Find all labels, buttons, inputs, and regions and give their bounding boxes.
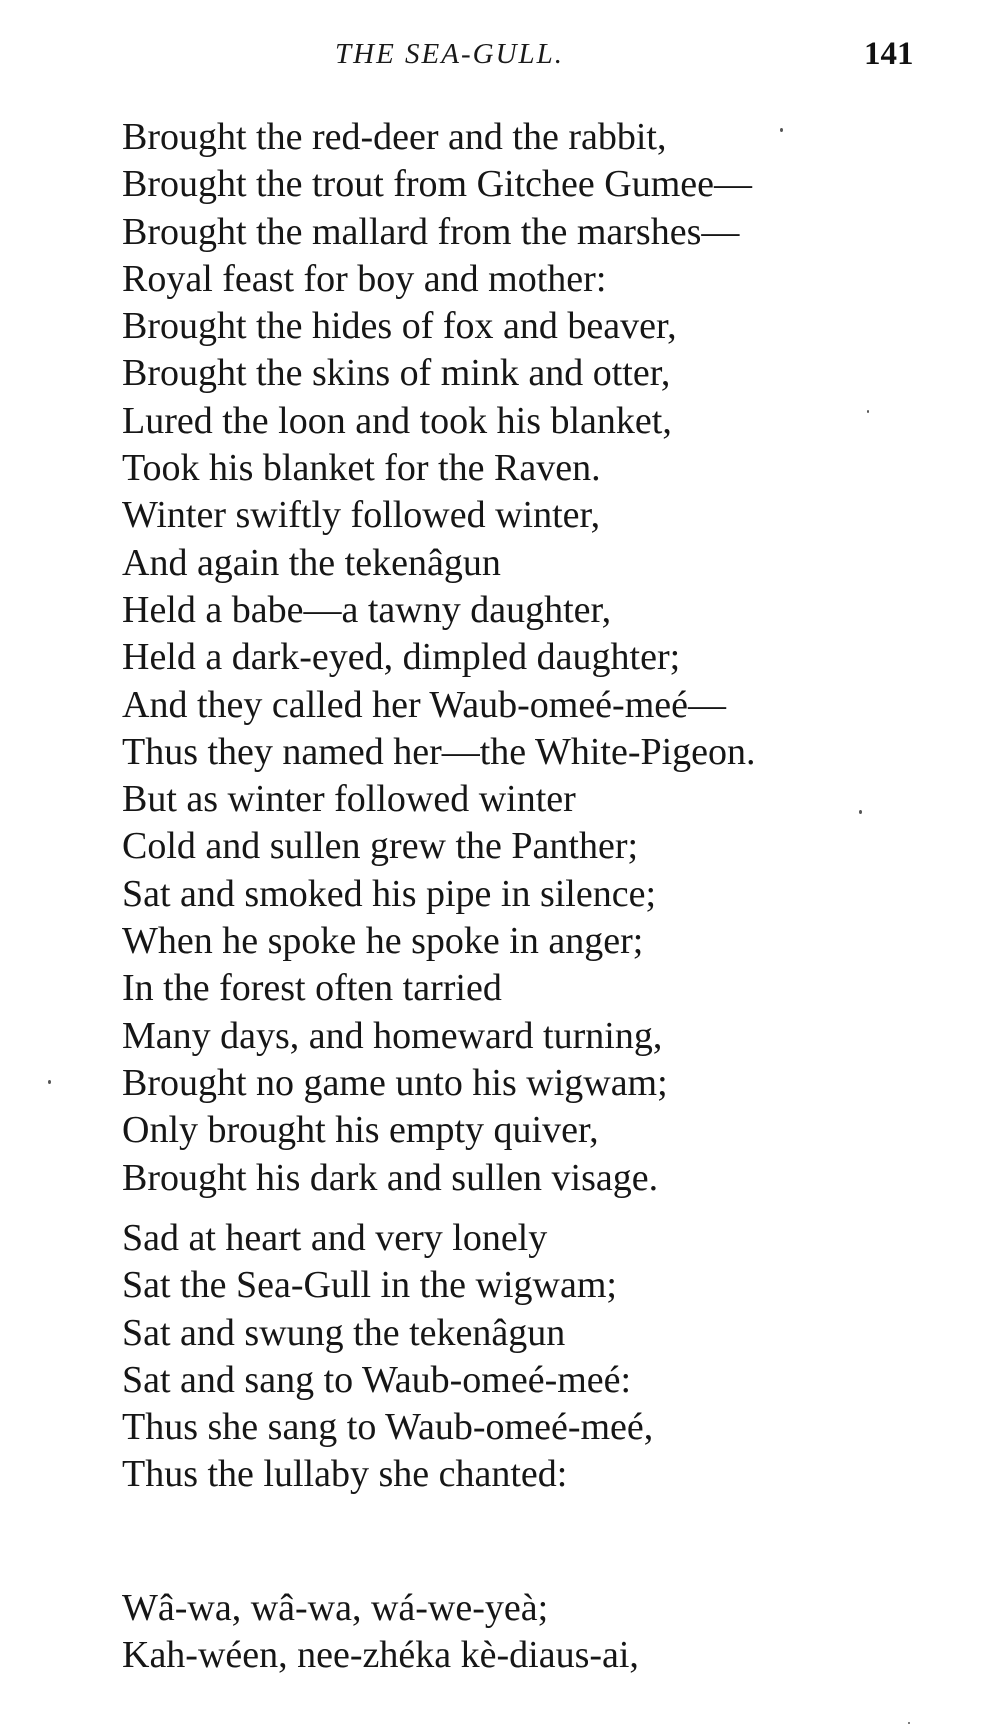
verse-line: Many days, and homeward turning, <box>122 1014 663 1057</box>
scan-speck <box>859 810 862 814</box>
verse-line: Cold and sullen grew the Panther; <box>122 825 639 868</box>
verse-line: Winter swiftly followed winter, <box>122 494 601 537</box>
verse-line: In the forest often tarried <box>122 967 502 1010</box>
verse-line: Brought the mallard from the marshes— <box>122 210 740 253</box>
verse-line: Brought the red-deer and the rabbit, <box>122 116 667 158</box>
verse-line: And they called her Waub-omeé-meé— <box>122 683 726 726</box>
verse-line: Brought the hides of fox and beaver, <box>122 305 677 348</box>
verse-line: When he spoke he spoke in anger; <box>122 920 644 963</box>
verse-line: But as winter followed winter <box>122 778 576 821</box>
scan-speck <box>780 128 783 132</box>
verse-line: Took his blanket for the Raven. <box>122 447 601 490</box>
page-number: 141 <box>864 36 914 72</box>
verse-line: Sad at heart and very lonely <box>122 1217 548 1259</box>
verse-line: Lured the loon and took his blanket, <box>122 399 672 442</box>
running-title: THE SEA-GULL. <box>335 38 565 70</box>
verse-line: Brought the skins of mink and otter, <box>122 352 671 395</box>
verse-line: And again the tekenâgun <box>122 541 501 584</box>
verse-line: Thus they named her—the White-Pigeon. <box>122 730 756 773</box>
verse-line: Brought the trout from Gitchee Gumee— <box>122 163 753 206</box>
verse-line: Only brought his empty quiver, <box>122 1109 599 1152</box>
scan-speck <box>908 1722 910 1724</box>
verse-line: Royal feast for boy and mother: <box>122 257 607 300</box>
running-head <box>0 38 1000 78</box>
verse-line: Sat and smoked his pipe in silence; <box>122 872 657 915</box>
verse-line: Sat and swung the tekenâgun <box>122 1311 566 1354</box>
verse-line: Brought his dark and sullen visage. <box>122 1156 659 1199</box>
verse-line: Thus she sang to Waub-omeé-meé, <box>122 1406 654 1449</box>
scan-speck <box>48 1080 51 1084</box>
verse-line: Sat the Sea-Gull in the wigwam; <box>122 1264 617 1307</box>
verse-line: Held a dark-eyed, dimpled daughter; <box>122 636 681 679</box>
verse-line: Wâ-wa, wâ-wa, wá-we-yeà; <box>122 1587 549 1629</box>
verse-line: Brought no game unto his wigwam; <box>122 1061 668 1104</box>
verse-line: Thus the lullaby she chanted: <box>122 1453 568 1496</box>
verse-line: Kah-wéen, nee-zhéka kè-diaus-ai, <box>122 1634 639 1677</box>
verse-line: Sat and sang to Waub-omeé-meé: <box>122 1358 632 1401</box>
verse-line: Held a babe—a tawny daughter, <box>122 588 612 631</box>
stanza-2 <box>122 1215 653 1499</box>
stanza-3 <box>122 1585 639 1680</box>
stanza-1 <box>122 114 756 1202</box>
scan-speck <box>867 410 869 413</box>
